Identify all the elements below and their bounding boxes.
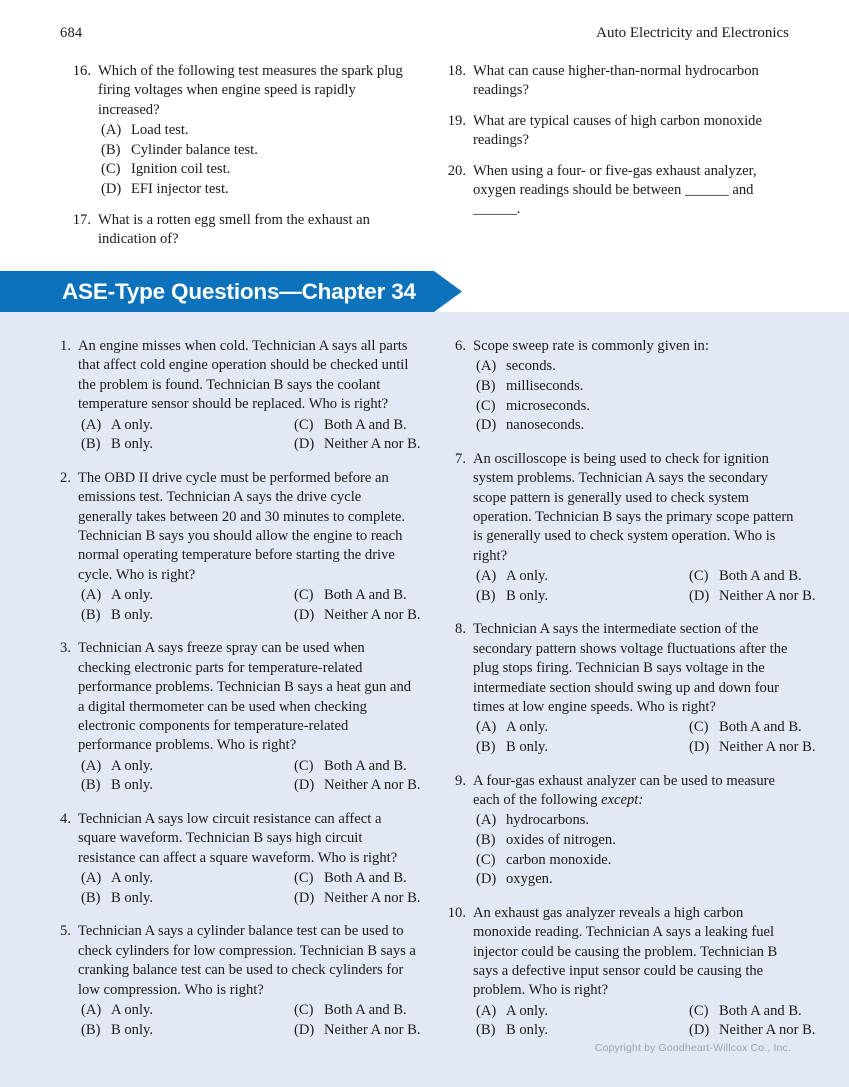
answer-text: Neither A nor B. — [324, 606, 421, 623]
answer-options — [473, 811, 801, 889]
question-item — [443, 772, 801, 890]
answer-label: (C) — [101, 161, 121, 178]
answer-text: B only. — [111, 889, 154, 906]
answer-label: (B) — [81, 606, 101, 623]
answer-option[interactable] — [689, 738, 815, 758]
answer-text: A only. — [111, 587, 154, 604]
answer-row — [78, 1021, 421, 1041]
answer-row — [78, 435, 421, 455]
answer-label: (C) — [294, 1002, 314, 1019]
answer-label: (C) — [689, 1002, 709, 1019]
answer-label: (B) — [476, 1022, 496, 1039]
answer-text: A only. — [506, 1002, 549, 1019]
question-text: Technician A says low circuit resistance can affect a square waveform. Technician B says high circuit resistance can affect a square waveform. Who is right? — [78, 811, 398, 866]
answer-label: (A) — [81, 416, 102, 433]
answer-text: B only. — [111, 436, 154, 453]
answer-row — [78, 1001, 416, 1021]
answer-text: B only. — [506, 739, 549, 756]
answer-text: A only. — [111, 757, 154, 774]
answer-text: oxides of nitrogen. — [506, 832, 616, 849]
answer-text: nanoseconds. — [506, 417, 585, 434]
answer-option[interactable] — [98, 141, 418, 161]
answer-text: B only. — [111, 777, 154, 794]
answer-text: EFI injector test. — [131, 181, 229, 197]
answer-label: (B) — [476, 832, 496, 849]
answer-option[interactable] — [294, 416, 407, 436]
answer-option[interactable] — [81, 416, 153, 436]
answer-label: (A) — [476, 358, 497, 375]
answer-label: (C) — [476, 397, 496, 414]
answer-label: (C) — [294, 870, 314, 887]
answer-option[interactable] — [98, 180, 418, 200]
question-item — [68, 211, 418, 250]
question-item — [443, 904, 816, 1041]
answer-option[interactable] — [81, 1001, 153, 1021]
answer-text: A only. — [111, 1002, 154, 1019]
answer-text: hydrocarbons. — [506, 812, 590, 829]
answer-text: Ignition coil test. — [131, 161, 231, 178]
answer-label: (D) — [689, 1022, 710, 1039]
question-item — [48, 337, 421, 455]
answer-text: A only. — [111, 416, 154, 433]
answer-option[interactable] — [689, 718, 802, 738]
answer-text: B only. — [111, 606, 154, 623]
answer-option[interactable] — [81, 757, 153, 777]
answer-label: (B) — [81, 1021, 101, 1038]
question-text: An exhaust gas analyzer reveals a high carbon monoxide reading. Technician A says a leaking fuel injector could be causing the problem. Technician B says a defective input sensor could be causing the problem. Who is right? — [473, 904, 778, 999]
question-item — [443, 112, 793, 151]
answer-option[interactable] — [81, 586, 153, 606]
question-number: 4. — [60, 811, 71, 828]
answer-option[interactable] — [294, 1001, 407, 1021]
banner-title: ASE-Type Questions—Chapter 34 — [62, 279, 416, 304]
answer-options — [78, 869, 421, 908]
answer-text: oxygen. — [506, 871, 553, 888]
answer-option[interactable] — [81, 889, 153, 909]
answer-label: (D) — [294, 889, 315, 906]
question-item — [443, 62, 793, 101]
ase-banner — [0, 271, 849, 312]
answer-label: (A) — [81, 587, 102, 604]
answer-options — [78, 757, 421, 796]
question-item — [443, 450, 816, 607]
answer-option[interactable] — [476, 1002, 548, 1022]
answer-row — [473, 1021, 816, 1041]
answer-options — [473, 357, 801, 435]
answer-label: (D) — [476, 871, 497, 888]
answer-label: (C) — [294, 416, 314, 433]
question-number: 6. — [455, 338, 466, 354]
answer-label: (A) — [476, 568, 497, 585]
answer-option[interactable] — [98, 160, 418, 180]
answer-option[interactable] — [294, 757, 407, 777]
book-title: Auto Electricity and Electronics — [596, 25, 789, 41]
answer-text: Neither A nor B. — [719, 587, 816, 604]
answer-text: A only. — [111, 870, 154, 887]
question-item — [443, 620, 816, 757]
question-number: 10. — [447, 904, 466, 921]
page-number: 684 — [60, 25, 83, 41]
answer-option[interactable] — [294, 776, 420, 796]
question-text: The OBD II drive cycle must be performed before an emissions test. Technician A says the drive cycle generally takes between 20 and 30 minutes to complete. Technician B says you should allow the engine to reach normal operating temperature before starting the drive cycle. Who is right? — [78, 469, 406, 583]
answer-text: Both A and B. — [324, 870, 407, 887]
answer-options — [98, 121, 418, 199]
ase-questions-right-column — [443, 337, 816, 1055]
question-text: What is a rotten egg smell from the exhaust an indication of? — [98, 211, 370, 247]
answer-label: (A) — [101, 122, 122, 139]
answer-label: (B) — [101, 141, 121, 158]
answer-label: (B) — [81, 777, 101, 794]
answer-option[interactable] — [473, 870, 801, 890]
answer-text: A only. — [506, 719, 549, 736]
question-text: An engine misses when cold. Technician A says all parts that affect cold engine operation should be checked until the problem is found. Technician B says the coolant temperature sensor should be replaced. Who is right? — [78, 338, 409, 413]
answer-text: seconds. — [506, 358, 556, 375]
copyright-notice: Copyright by Goodheart-Willcox Co., Inc. — [594, 1042, 791, 1054]
answer-label: (D) — [294, 606, 315, 623]
question-item — [48, 469, 421, 626]
answer-label: (D) — [294, 777, 315, 794]
answer-text: Neither A nor B. — [324, 777, 421, 794]
question-text: When using a four- or five-gas exhaust analyzer, oxygen readings should be between ______ and ______. — [473, 162, 757, 218]
answer-label: (B) — [81, 889, 101, 906]
answer-option[interactable] — [689, 587, 815, 607]
answer-options — [78, 1001, 421, 1040]
answer-label: (D) — [476, 417, 497, 434]
question-number: 20. — [447, 162, 466, 179]
question-item — [48, 639, 421, 796]
answer-text: Both A and B. — [324, 587, 407, 604]
answer-option[interactable] — [476, 567, 548, 587]
answer-text: Neither A nor B. — [719, 739, 816, 756]
answer-row — [473, 587, 816, 607]
question-text: Technician A says a cylinder balance test can be used to check cylinders for low compression. Technician B says a cranking balance test can be used to check cylinders for low compression. Who is right? — [78, 923, 416, 998]
answer-option[interactable] — [294, 869, 407, 889]
answer-text: Neither A nor B. — [324, 889, 421, 906]
answer-option[interactable] — [476, 1021, 548, 1041]
answer-label: (C) — [689, 568, 709, 585]
question-number: 5. — [60, 923, 71, 940]
answer-label: (A) — [476, 812, 497, 829]
answer-text: Both A and B. — [324, 757, 407, 774]
answer-text: Neither A nor B. — [719, 1022, 816, 1039]
question-text: Technician A says the intermediate section of the secondary pattern shows voltage fluctuations after the plug stops firing. Technician B says voltage in the intermediate section should swing up and down four times at low engine speeds. Who is right? — [473, 621, 788, 716]
answer-text: Neither A nor B. — [324, 1021, 421, 1038]
answer-label: (D) — [689, 739, 710, 756]
question-item — [48, 922, 421, 1040]
answer-text: Cylinder balance test. — [131, 141, 258, 158]
question-text: Scope sweep rate is commonly given in: — [473, 338, 709, 354]
question-item — [443, 337, 801, 436]
answer-text: milliseconds. — [506, 378, 584, 394]
answer-options — [473, 1002, 816, 1041]
answer-option[interactable] — [689, 567, 802, 587]
answer-row — [78, 606, 421, 626]
answer-option[interactable] — [473, 831, 801, 851]
question-text: Which of the following test measures the spark plug firing voltages when engine speed is rapidly increased? — [98, 63, 403, 118]
answer-label: (C) — [689, 719, 709, 736]
answer-text: B only. — [111, 1021, 154, 1038]
question-item — [443, 162, 793, 220]
answer-label: (A) — [476, 1002, 497, 1019]
answer-label: (D) — [294, 436, 315, 453]
answer-options — [78, 586, 421, 625]
answer-text: carbon monoxide. — [506, 851, 612, 868]
answer-row — [78, 416, 416, 436]
question-text: An oscilloscope is being used to check for ignition system problems. Technician A says the secondary scope pattern is generally used to check system operation. Technician B says the primary scope pattern is generally used to check system operation. Who is right? — [473, 450, 794, 564]
answer-text: B only. — [506, 587, 549, 604]
review-questions-right-column — [443, 62, 793, 231]
question-number: 7. — [455, 450, 466, 467]
answer-option[interactable] — [81, 435, 153, 455]
question-number: 19. — [447, 112, 466, 129]
answer-label: (B) — [81, 436, 101, 453]
question-number: 9. — [455, 772, 466, 789]
answer-option[interactable] — [294, 586, 407, 606]
ase-questions-left-column — [48, 337, 421, 1054]
answer-text: Both A and B. — [719, 1002, 802, 1019]
answer-text: Both A and B. — [324, 416, 407, 433]
question-number: 8. — [455, 621, 466, 638]
question-text: Technician A says freeze spray can be used when checking electronic parts for temperature-related performance problems. Technician B says a heat gun and a digital thermometer can be used when checking electronic components for temperature-related performance problems. Who is right? — [78, 640, 412, 754]
question-text: What can cause higher-than-normal hydrocarbon readings? — [473, 63, 759, 99]
question-emphasis: except: — [601, 792, 644, 809]
answer-row — [473, 567, 801, 587]
answer-row — [78, 889, 421, 909]
answer-label: (D) — [101, 181, 122, 197]
question-number: 3. — [60, 640, 71, 657]
answer-text: Both A and B. — [324, 1002, 407, 1019]
answer-label: (B) — [476, 378, 496, 394]
answer-option[interactable] — [476, 587, 548, 607]
answer-options — [78, 416, 421, 455]
review-questions-left-column — [68, 62, 418, 260]
answer-option[interactable] — [476, 738, 548, 758]
answer-option[interactable] — [81, 869, 153, 889]
question-number: 18. — [447, 63, 466, 79]
answer-option[interactable] — [473, 377, 801, 397]
question-text: A four-gas exhaust analyzer can be used to measure each of the following except: — [473, 772, 776, 809]
question-number: 17. — [72, 211, 91, 228]
answer-option[interactable] — [473, 851, 801, 871]
answer-option[interactable] — [81, 1021, 153, 1041]
answer-label: (C) — [294, 587, 314, 604]
question-item — [48, 810, 421, 908]
answer-option[interactable] — [81, 606, 153, 626]
answer-option[interactable] — [689, 1002, 802, 1022]
answer-label: (A) — [81, 757, 102, 774]
answer-option[interactable] — [81, 776, 153, 796]
ase-questions-panel — [0, 312, 849, 1087]
answer-option[interactable] — [98, 121, 418, 141]
question-number: 2. — [60, 469, 71, 486]
answer-label: (D) — [294, 1021, 315, 1038]
answer-option[interactable] — [294, 606, 420, 626]
question-text: What are typical causes of high carbon monoxide readings? — [473, 112, 762, 149]
answer-options — [473, 567, 816, 606]
answer-label: (C) — [294, 757, 314, 774]
answer-text: Load test. — [131, 122, 189, 139]
answer-text: A only. — [506, 568, 549, 585]
answer-option[interactable] — [294, 435, 420, 455]
running-head — [0, 25, 849, 47]
question-item — [68, 62, 418, 200]
answer-text: Neither A nor B. — [324, 436, 421, 453]
answer-option[interactable] — [473, 811, 801, 831]
answer-options — [473, 718, 816, 757]
answer-text: B only. — [506, 1022, 549, 1039]
answer-row — [78, 776, 421, 796]
answer-label: (A) — [476, 719, 497, 736]
answer-option[interactable] — [473, 397, 801, 417]
question-number: 16. — [72, 63, 91, 79]
answer-option[interactable] — [294, 889, 420, 909]
answer-option[interactable] — [473, 357, 801, 377]
answer-text: microseconds. — [506, 397, 590, 414]
answer-label: (C) — [476, 851, 496, 868]
answer-label: (B) — [476, 739, 496, 756]
answer-label: (A) — [81, 1002, 102, 1019]
answer-option[interactable] — [476, 718, 548, 738]
answer-label: (A) — [81, 870, 102, 887]
answer-option[interactable] — [689, 1021, 815, 1041]
answer-row — [473, 1002, 801, 1022]
answer-label: (B) — [476, 587, 496, 604]
answer-row — [78, 757, 416, 777]
answer-row — [473, 718, 801, 738]
answer-row — [78, 869, 416, 889]
answer-row — [78, 586, 416, 606]
answer-text: Both A and B. — [719, 568, 802, 585]
answer-label: (D) — [689, 587, 710, 604]
answer-option[interactable] — [294, 1021, 420, 1041]
answer-row — [473, 738, 816, 758]
answer-option[interactable] — [473, 416, 801, 436]
answer-text: Both A and B. — [719, 719, 802, 736]
question-number: 1. — [60, 338, 71, 354]
